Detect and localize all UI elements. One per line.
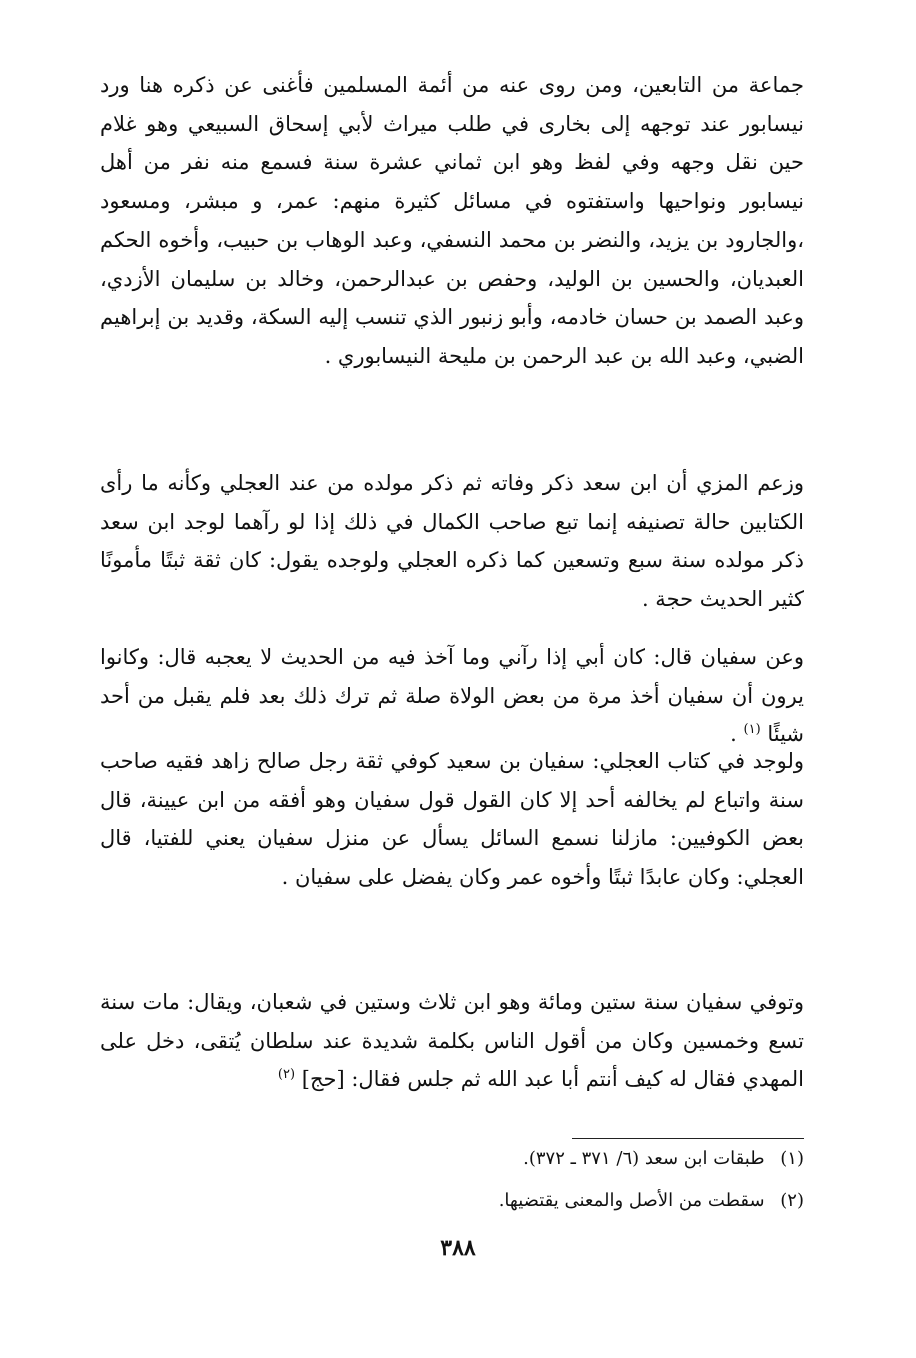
- footnote-ref-1: (١): [743, 722, 761, 738]
- paragraph-2: [100, 464, 804, 619]
- paragraph-3-text: وعن سفيان قال: كان أبي إذا رآني وما آخذ فيه من الحديث لا يعجبه قال: وكانوا يرون أن سفيان أخذ مرة من بعض الولاة صلة ثم ترك ذلك بعد فلم يقبل من أحد شيئًا: [100, 645, 804, 747]
- footnote-separator: [572, 1138, 804, 1139]
- paragraph-2-text: وزعم المزي أن ابن سعد ذكر وفاته ثم ذكر مولده من عند العجلي وكأنه ما رأى الكتابين حالة تصنيفه إنما تبع صاحب الكمال في ذلك إذا لو رآهما لوجد ابن سعد ذكر مولده سنة سبع وتسعين كما ذكره العجلي ولوجده يقول: كان ثقة ثبتًا مأمونًا كثير الحديث حجة .: [100, 471, 804, 612]
- paragraph-3: [100, 638, 804, 754]
- paragraph-4: [100, 742, 804, 897]
- footnote-2: [100, 1188, 804, 1214]
- page-number: ٣٨٨: [440, 1235, 476, 1261]
- footnote-2-text: سقطت من الأصل والمعنى يقتضيها.: [498, 1190, 765, 1211]
- paragraph-5-text: وتوفي سفيان سنة ستين ومائة وهو ابن ثلاث وستين في شعبان، ويقال: مات سنة تسع وخمسين وكان من أقول الناس بكلمة شديدة عند سلطان يُتقى، دخل على المهدي فقال له كيف أنتم أبا عبد الله ثم جلس فقال: [حج]: [100, 990, 804, 1092]
- paragraph-5: [100, 983, 804, 1099]
- paragraph-3-ending: .: [730, 722, 737, 747]
- paragraph-4-text: ولوجد في كتاب العجلي: سفيان بن سعيد كوفي ثقة رجل صالح زاهد فقيه صاحب سنة واتباع لم يخالفه أحد إلا كان القول قول سفيان وهو أفقه من ابن عيينة، قال بعض الكوفيين: مازلنا نسمع السائل يسأل عن منزل سفيان يعني للفتيا، قال العجلي: وكان عابدًا ثبتًا وأخوه عمر وكان يفضل على سفيان .: [100, 749, 804, 890]
- paragraph-1-text: جماعة من التابعين، ومن روى عنه من أئمة المسلمين فأغنى عن ذكره هنا ورد نيسابور عند توجهه إلى بخارى في طلب ميراث لأبي إسحاق السبيعي وهو غلام حين نقل وجهه وفي لفظ وهو ابن ثماني عشرة سنة فسمع منه نفر من أهل نيسابور ونواحيها واستفتوه في مسائل كثيرة منهم: عمر، و مبشر، ومسعود ،والجارود بن يزيد، والنضر بن محمد النسفي، وعبد الوهاب بن حبيب، وأخوه الحكم العبديان، والحسين بن الوليد، وحفص بن عبدالرحمن، وخالد بن سليمان الأزدي، وعبد الصمد بن حسان خادمه، وأبو زنبور الذي تنسب إليه السكة، وقديد بن إبراهيم الضبي، وعبد الله بن عبد الرحمن بن مليحة النيسابوري .: [100, 73, 804, 368]
- footnote-ref-2: (٢): [277, 1067, 296, 1083]
- paragraph-1: [100, 66, 804, 376]
- footnote-1-number: (١): [780, 1148, 804, 1169]
- footnote-1: [100, 1146, 804, 1172]
- footnote-2-number: (٢): [780, 1190, 804, 1211]
- footnote-1-text: طبقات ابن سعد (٦/ ٣٧١ ـ ٣٧٢).: [523, 1148, 765, 1169]
